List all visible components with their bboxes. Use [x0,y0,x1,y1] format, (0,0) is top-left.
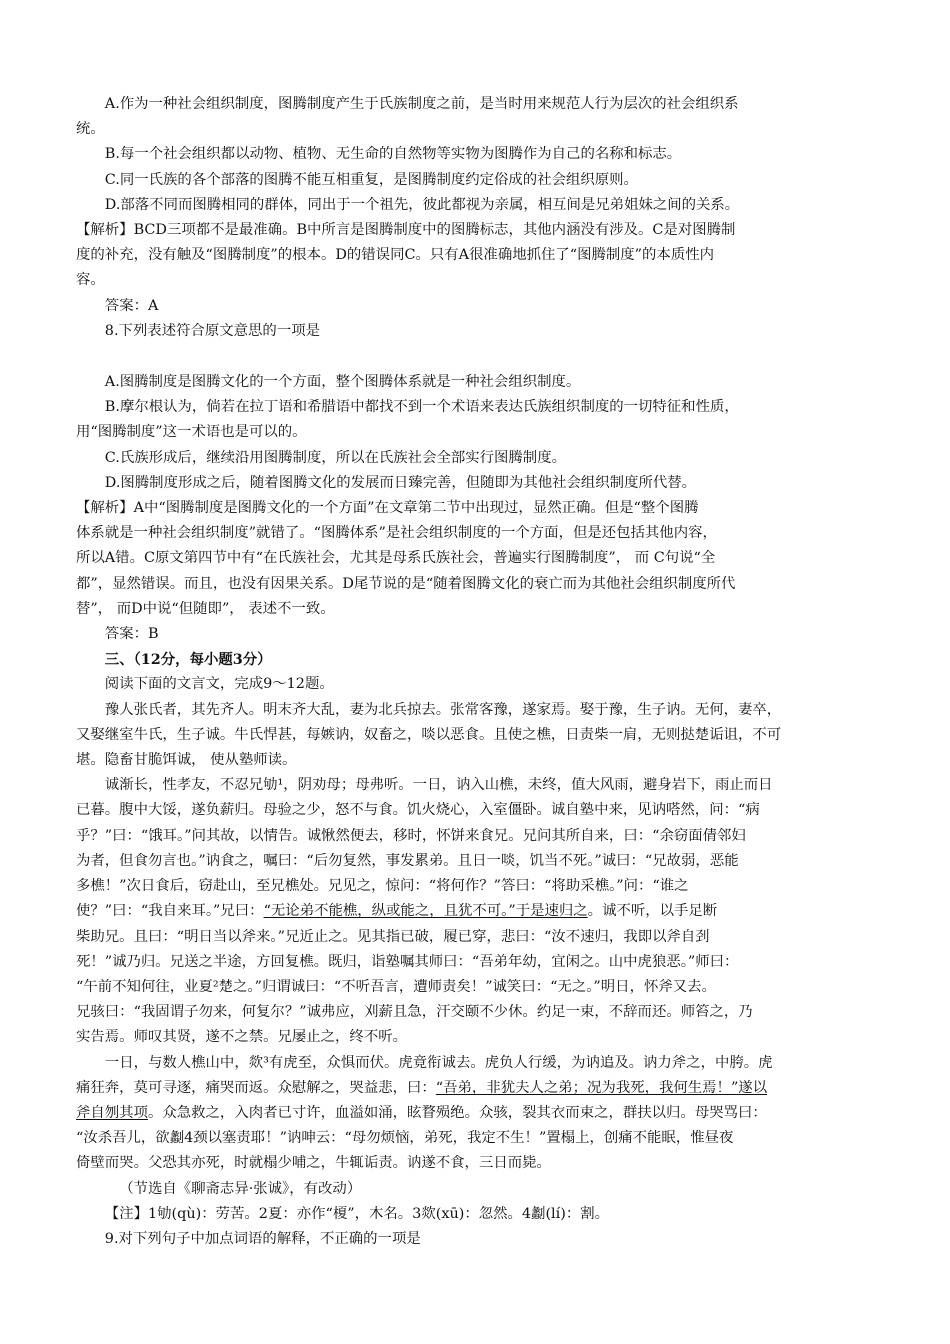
passage-line: 已暮。腹中大馁，遂负薪归。母验之少，怒不与食。饥火烧心，入室僵卧。诚自塾中来，见讷嗒然，问：“病 [76,802,760,819]
passage-line: “午前不知何往，业夏²楚之。”归谓诚曰：“不听吾言，遭师责矣！”诚笑曰：“无之。”明日，怀斧又去。 [76,978,716,995]
passage-line: 多樵！”次日食后，窃赴山，至兄樵处。兄见之，惊问：“将何作？”答曰：“将助采樵。”问：“谁之 [76,878,689,895]
passage-line: 实告焉。师叹其贤，遂不之禁。兄屡止之，终不听。 [76,1029,407,1046]
section-instruction: 阅读下面的文言文，完成9～12题。 [104,676,334,693]
q8-option-a: A.图腾制度是图腾文化的一个方面，整个图腾体系就是一种社会组织制度。 [104,374,581,391]
q8-analysis-line: 【解析】A中“图腾制度是图腾文化的一个方面”在文章第二节中出现过，显然正确。但是“整个图腾 [76,500,699,517]
q7-option-c: C.同一氏族的各个部落的图腾不能互相重复，是图腾制度约定俗成的社会组织原则。 [104,171,638,188]
q8-option-b: B.摩尔根认为，倘若在拉丁语和希腊语中都找不到一个术语来表达氏族组织制度的一切特征和性质， [104,399,739,416]
document-page [76,92,894,1252]
passage-line: 柴助兄。且曰：“明日当以斧来。”兄近止之。见其指已破，履已穿，悲曰：“汝不速归，我即以斧自刭 [76,928,710,945]
passage-line: 倚壁而哭。父恐其亦死，时就榻少哺之，牛辄诟责。讷遂不食，三日而毙。 [76,1155,551,1172]
q7-answer: 答案：A [104,297,159,314]
q8-analysis-line: 体系就是一种社会组织制度”就错了。“图腾体系”是社会组织制度的一个方面，但是还包括其他内容， [76,525,717,542]
underlined-sentence: “无论弟不能樵，纵或能之，且犹不可。”于是速归之 [263,903,588,920]
passage-line: 为者，但食勿言也。”讷食之，嘱曰：“后勿复然，事发累弟。且日一啖，饥当不死。”诚曰：“兄故弱，恶能 [76,852,739,869]
passage-line [76,1076,894,1101]
passage-line: 死！”诚乃归。兄送之半途，方回复樵。既归，诣塾嘱其师曰：“吾弟年幼，宜闲之。山中虎狼恶。”师曰： [76,953,739,970]
section-heading: 三、（12分，每小题3分） [104,651,272,669]
footnotes: 【注】1劬(qù)：劳苦。2夏：亦作“榎”，木名。3欻(xū)：忽然。4劙(lí)：割。 [104,1205,610,1222]
q7-option-a: A.作为一种社会组织制度，图腾制度产生于氏族制度之前，是当时用来规范人行为层次的社会组织系 [104,96,739,112]
passage-line: 豫人张氏者，其先齐人。明末齐大乱，妻为北兵掠去。张常客豫，遂家焉。娶于豫，生子讷。无何，妻卒， [104,701,782,718]
passage-line [76,1101,894,1126]
q8-analysis-line: 替”， 而D中说“但随即”， 表述不一致。 [76,600,335,617]
q7-analysis-line: 度的补充，没有触及“图腾制度”的根本。D的错误同C。只有A很准确地抓住了“图腾制度”的本质性内 [76,247,714,264]
q7-option-d: D.部落不同而图腾相同的群体，同出于一个祖先，彼此都视为亲属，相互间是兄弟姐妹之间的关系。 [104,196,740,213]
q8-answer: 答案：B [104,626,159,643]
q7-option-b: B.每一个社会组织都以动物、植物、无生命的自然物等实物为图腾作为自己的名称和标志。 [104,146,682,163]
passage-line: 一日，与数人樵山中，欻³有虎至，众惧而伏。虎竟衔诚去。虎负人行缓，为讷追及。讷力斧之，中胯。虎 [104,1054,773,1071]
passage-line: “汝杀吾儿，欲劙4颈以塞责耶！”讷呻云：“母勿烦恼，弟死，我定不生！”置榻上，创痛不能眠，惟昼夜 [76,1130,734,1147]
q8-option-c: C.氏族形成后，继续沿用图腾制度，所以在氏族社会全部实行图腾制度。 [104,449,566,466]
q7-option-a-cont: 统。 [76,121,105,138]
q8-option-d: D.图腾制度形成之后，随着图腾文化的发展而日臻完善，但随即为其他社会组织制度所代替。 [104,474,697,491]
passage-text: 。诚不听，以手足断 [587,903,718,920]
passage-line [76,899,894,924]
q8-option-b-cont: 用“图腾制度”这一术语也是可以的。 [76,424,307,441]
passage-line: 兄骇曰：“我固谓子勿来，何复尔？”诚弗应，刈薪且急，汗交颐不少休。约足一束，不辞而还。师笞之，乃 [76,1004,753,1021]
q8-stem: 8.下列表述符合原文意思的一项是 [104,322,320,339]
underlined-sentence: “吾弟，非犹夫人之弟；况为我死，我何生焉！”遂以 [435,1079,768,1096]
underlined-sentence: 斧自刎其项 [76,1104,148,1121]
passage-line: 乎？”曰：“饿耳。”问其故，以情告。诚愀然便去，移时，怀饼来食兄。兄问其所自来，曰：“余窃面倩邻妇 [76,827,746,844]
passage-text: 。众急救之，入肉者已寸许，血溢如涌，眩瞀殒绝。众骇，裂其衣而束之，群扶以归。母哭骂曰： [147,1104,767,1121]
passage-line: 堪。隐畜甘脆饵诚， 使从塾师读。 [76,752,297,769]
passage-line: 又娶继室牛氏，生子诚。牛氏悍甚，每嫉讷，奴畜之，啖以恶食。且使之樵，日责柴一肩，无则挞楚诟诅，不可 [76,726,782,743]
q9-stem: 9.对下列句子中加点词语的解释，不正确的一项是 [104,1230,421,1247]
passage-text: 使？”曰：“我自来耳。”兄曰： [76,903,264,920]
q8-analysis-line: 都”，显然错误。而且，也没有因果关系。D尾节说的是“随着图腾文化的衰亡而为其他社会组织制度所代 [76,575,736,592]
q7-analysis-line: 容。 [76,272,105,289]
q7-analysis-line: 【解析】BCD三项都不是最准确。B中所言是图腾制度中的图腾标志，其他内涵没有涉及。C是对图腾制 [76,222,736,239]
passage-text: 痛狂奔，莫可寻逐，痛哭而返。众慰解之，哭益悲，曰： [76,1079,436,1096]
passage-line: 诚渐长，性孝友，不忍兄劬¹，阴劝母；母弗听。一日，讷入山樵，未终，值大风雨，避身岩下，雨止而日 [104,777,773,794]
passage-source: （节选自《聊斋志异·张诚》，有改动） [119,1180,362,1197]
q8-analysis-line: 所以A错。C原文第四节中有“在氏族社会，尤其是母系氏族社会，普遍实行图腾制度”， 而 C句说“全 [76,550,716,567]
